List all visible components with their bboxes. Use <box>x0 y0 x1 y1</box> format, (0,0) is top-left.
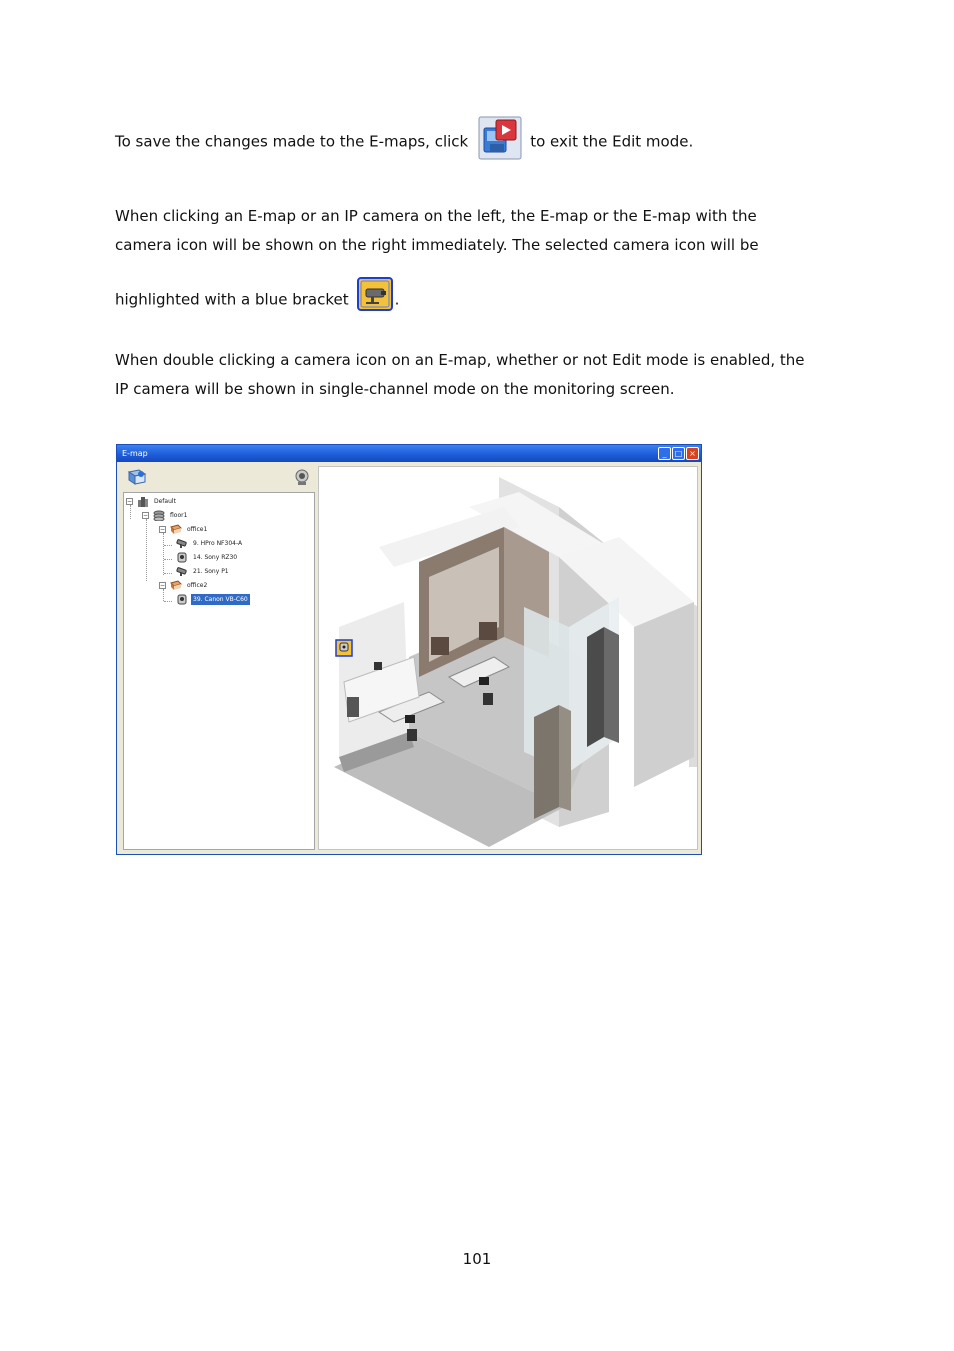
camera-toolbar-icon[interactable] <box>293 468 311 490</box>
paragraph-clicking-emap <box>115 202 759 317</box>
tree-label: office1 <box>187 525 208 533</box>
p1-text-before: To save the changes made to the E-maps, click <box>115 132 469 151</box>
tree-label: 9. HPro NF304-A <box>193 539 243 547</box>
p2-line-3-wrap <box>115 283 759 317</box>
collapse-toggle[interactable]: − <box>160 581 166 589</box>
tree-label: 21. Sony P1 <box>193 567 229 575</box>
maximize-button[interactable]: □ <box>672 447 685 460</box>
emap-view[interactable] <box>318 466 698 850</box>
collapse-toggle[interactable]: − <box>160 525 166 533</box>
p2-line-1: When clicking an E-map or an IP camera on the left, the E-map or the E-map with the <box>115 207 757 225</box>
tree-label-selected: 39. Canon VB-C60 <box>193 595 248 603</box>
collapse-toggle[interactable]: − <box>127 497 133 505</box>
p2-line-2: camera icon will be shown on the right immediately. The selected camera icon will be <box>115 236 759 254</box>
window-titlebar[interactable] <box>117 445 701 462</box>
bullet-camera-icon <box>176 566 188 577</box>
p3-line-2: IP camera will be shown in single-channel mode on the monitoring screen. <box>115 380 675 398</box>
paragraph-save-changes <box>115 120 693 164</box>
tree-node-office2[interactable] <box>159 579 209 591</box>
edit-map-icon[interactable] <box>127 468 147 490</box>
emap-window <box>116 444 702 855</box>
paragraph-double-click <box>115 346 805 404</box>
tree-node-default[interactable] <box>126 495 178 507</box>
p3-line-1: When double clicking a camera icon on an E-map, whether or not Edit mode is enabled, the <box>115 351 805 369</box>
window-title: E-map <box>122 449 148 458</box>
tree-node-camera-selected[interactable] <box>176 593 250 605</box>
bullet-camera-icon <box>176 538 188 549</box>
window-controls <box>658 447 699 460</box>
office-map-icon <box>170 580 182 591</box>
close-button[interactable]: × <box>686 447 699 460</box>
emap-toolbar <box>121 464 317 492</box>
page-number: 101 <box>462 1250 492 1268</box>
p1-text-after: to exit the Edit mode. <box>530 132 694 151</box>
save-exit-icon <box>478 116 522 160</box>
tree-node-camera[interactable] <box>176 551 239 563</box>
tree-label: 14. Sony RZ30 <box>193 553 238 561</box>
tree-label: floor1 <box>170 511 188 519</box>
dome-camera-icon <box>176 594 188 605</box>
building-icon <box>137 496 149 507</box>
emap-tree-panel <box>123 492 315 850</box>
dome-camera-icon <box>176 552 188 563</box>
selected-camera-marker[interactable] <box>336 640 352 656</box>
office-map-icon <box>170 524 182 535</box>
tree-node-office1[interactable] <box>159 523 209 535</box>
p2-line-3: highlighted with a blue bracket <box>115 290 349 309</box>
office-floorplan-image <box>319 467 698 850</box>
collapse-toggle[interactable]: − <box>143 511 149 519</box>
tree-node-camera[interactable] <box>176 537 244 549</box>
blue-bracket-camera-icon <box>357 277 393 311</box>
floor-stack-icon <box>153 510 165 521</box>
tree-label: office2 <box>187 581 208 589</box>
tree-node-floor1[interactable] <box>142 509 189 521</box>
tree-node-camera[interactable] <box>176 565 231 577</box>
p2-line-3-end: . <box>394 290 400 309</box>
tree-label: Default <box>154 497 176 505</box>
minimize-button[interactable]: _ <box>658 447 671 460</box>
